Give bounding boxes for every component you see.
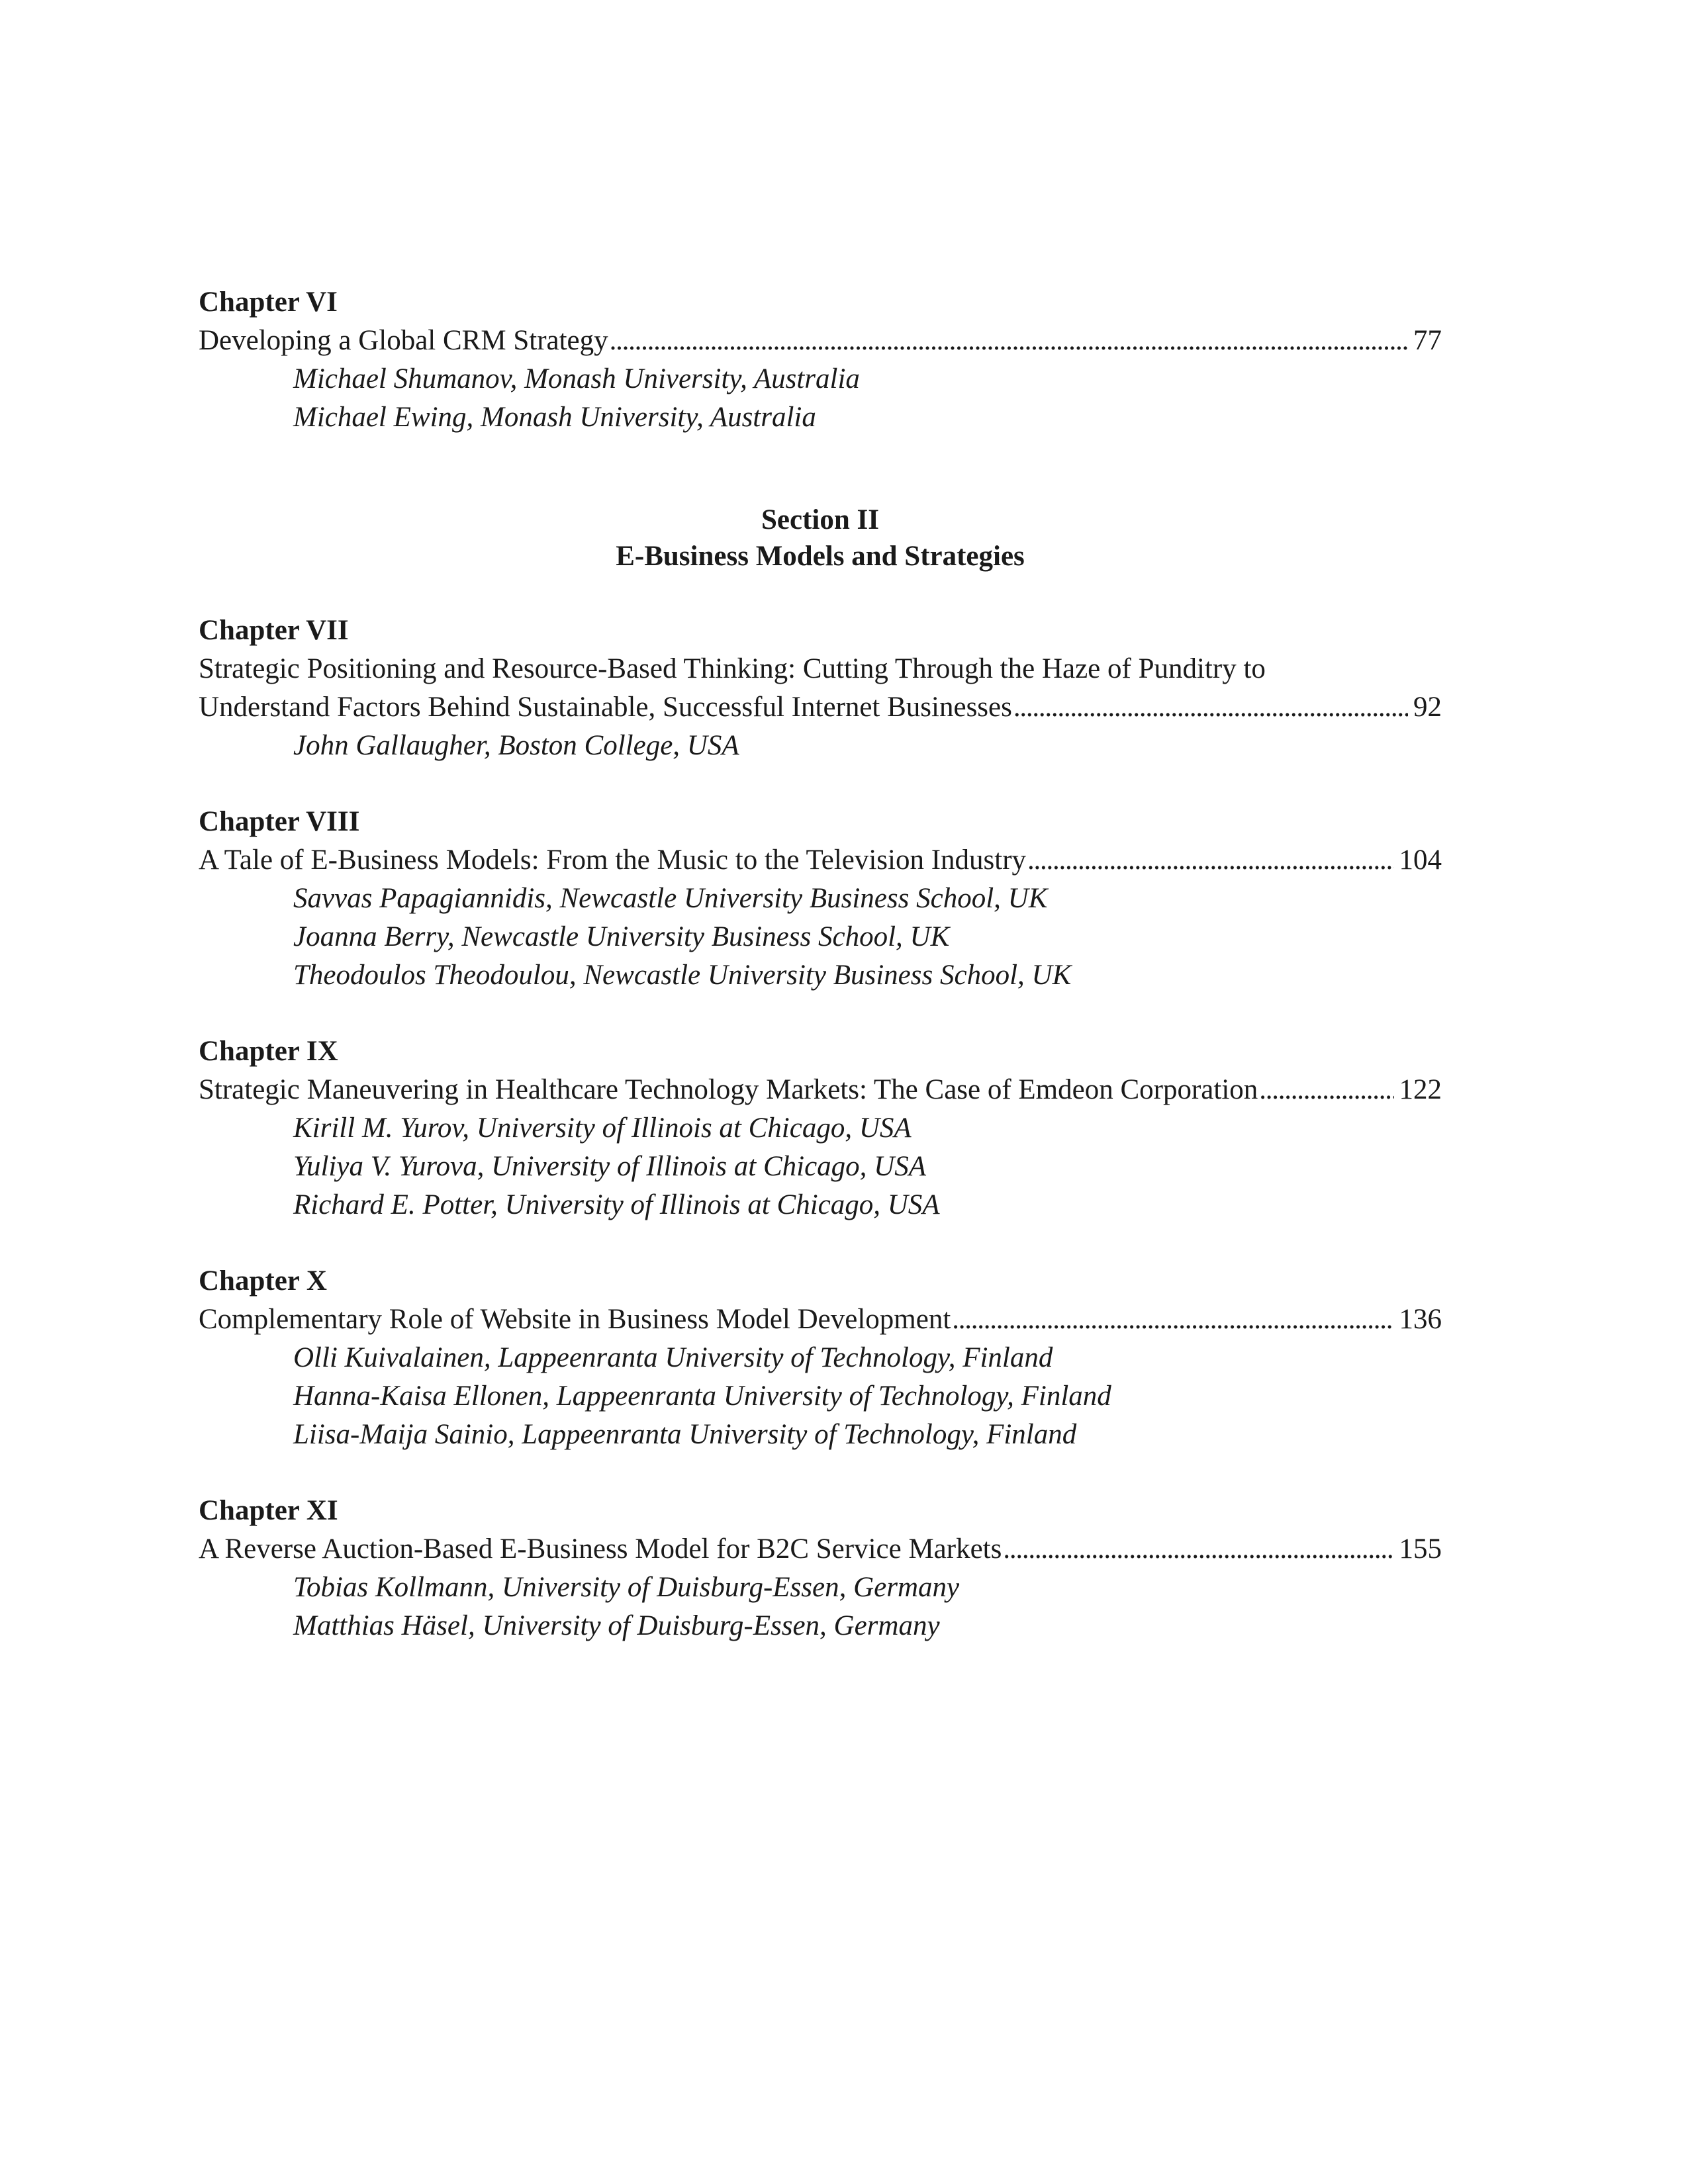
dot-leader	[1259, 1071, 1393, 1109]
section-heading	[199, 502, 1442, 574]
author-affiliation: Kirill M. Yurov, University of Illinois at Chicago, USA	[293, 1113, 912, 1144]
author-affiliation: Yuliya V. Yurova, University of Illinois at Chicago, USA	[293, 1151, 926, 1182]
dot-leader	[1013, 688, 1408, 727]
chapter-label: Chapter VI	[199, 287, 338, 318]
table-of-contents	[199, 283, 1442, 1683]
page-number: 155	[1399, 1533, 1442, 1565]
author-affiliation: Michael Ewing, Monash University, Australia	[293, 402, 816, 433]
section-label: Section II	[761, 504, 879, 535]
chapter-title: Understand Factors Behind Sustainable, Successful Internet Businesses	[199, 692, 1012, 723]
toc-entry	[199, 612, 1442, 765]
chapter-label: Chapter VII	[199, 615, 349, 646]
author-affiliation: Tobias Kollmann, University of Duisburg-Essen, Germany	[293, 1572, 960, 1603]
chapter-title-line	[199, 688, 1442, 727]
author-affiliation: Hanna-Kaisa Ellonen, Lappeenranta University of Technology, Finland	[293, 1381, 1111, 1412]
chapter-label: Chapter XI	[199, 1495, 338, 1526]
chapter-title-line: Strategic Positioning and Resource-Based Thinking: Cutting Through the Haze of Punditry to	[199, 653, 1266, 684]
author-affiliation: Liisa-Maija Sainio, Lappeenranta University of Technology, Finland	[293, 1419, 1077, 1450]
page-number: 122	[1399, 1074, 1442, 1105]
chapter-title-line	[199, 1071, 1442, 1109]
toc-entry	[199, 283, 1442, 437]
page-number: 136	[1399, 1304, 1442, 1335]
page-number: 77	[1413, 325, 1442, 356]
toc-entry	[199, 803, 1442, 995]
chapter-title: Developing a Global CRM Strategy	[199, 325, 608, 356]
author-affiliation: Olli Kuivalainen, Lappeenranta University of Technology, Finland	[293, 1342, 1053, 1373]
section-title: E-Business Models and Strategies	[616, 541, 1025, 572]
chapter-title: Strategic Maneuvering in Healthcare Technology Markets: The Case of Emdeon Corporation	[199, 1074, 1258, 1105]
dot-leader	[1003, 1530, 1393, 1569]
toc-entry	[199, 1262, 1442, 1454]
author-affiliation: Theodoulos Theodoulou, Newcastle University Business School, UK	[293, 960, 1072, 991]
dot-leader	[1027, 841, 1393, 880]
author-affiliation: Joanna Berry, Newcastle University Business School, UK	[293, 921, 950, 952]
page-number: 104	[1399, 844, 1442, 876]
author-affiliation: Michael Shumanov, Monash University, Australia	[293, 363, 860, 394]
chapter-title: A Tale of E-Business Models: From the Music to the Television Industry	[199, 844, 1027, 876]
entries-after-section	[199, 612, 1442, 1645]
chapter-title-line	[199, 322, 1442, 360]
page-number: 92	[1413, 692, 1442, 723]
toc-entry	[199, 1032, 1442, 1224]
dot-leader	[610, 322, 1408, 360]
chapter-label: Chapter X	[199, 1265, 327, 1297]
entries-before-section	[199, 283, 1442, 437]
chapter-title: A Reverse Auction-Based E-Business Model for B2C Service Markets	[199, 1533, 1002, 1565]
chapter-label: Chapter VIII	[199, 806, 360, 837]
chapter-title-line	[199, 1530, 1442, 1569]
author-affiliation: John Gallaugher, Boston College, USA	[293, 730, 739, 761]
author-affiliation: Matthias Häsel, University of Duisburg-Essen, Germany	[293, 1610, 940, 1641]
author-affiliation: Savvas Papagiannidis, Newcastle University Business School, UK	[293, 883, 1048, 914]
chapter-title-line	[199, 1300, 1442, 1339]
chapter-title-line	[199, 841, 1442, 880]
toc-entry	[199, 1492, 1442, 1645]
chapter-title: Complementary Role of Website in Business Model Development	[199, 1304, 951, 1335]
dot-leader	[952, 1300, 1393, 1339]
author-affiliation: Richard E. Potter, University of Illinois at Chicago, USA	[293, 1189, 940, 1220]
chapter-label: Chapter IX	[199, 1036, 338, 1067]
